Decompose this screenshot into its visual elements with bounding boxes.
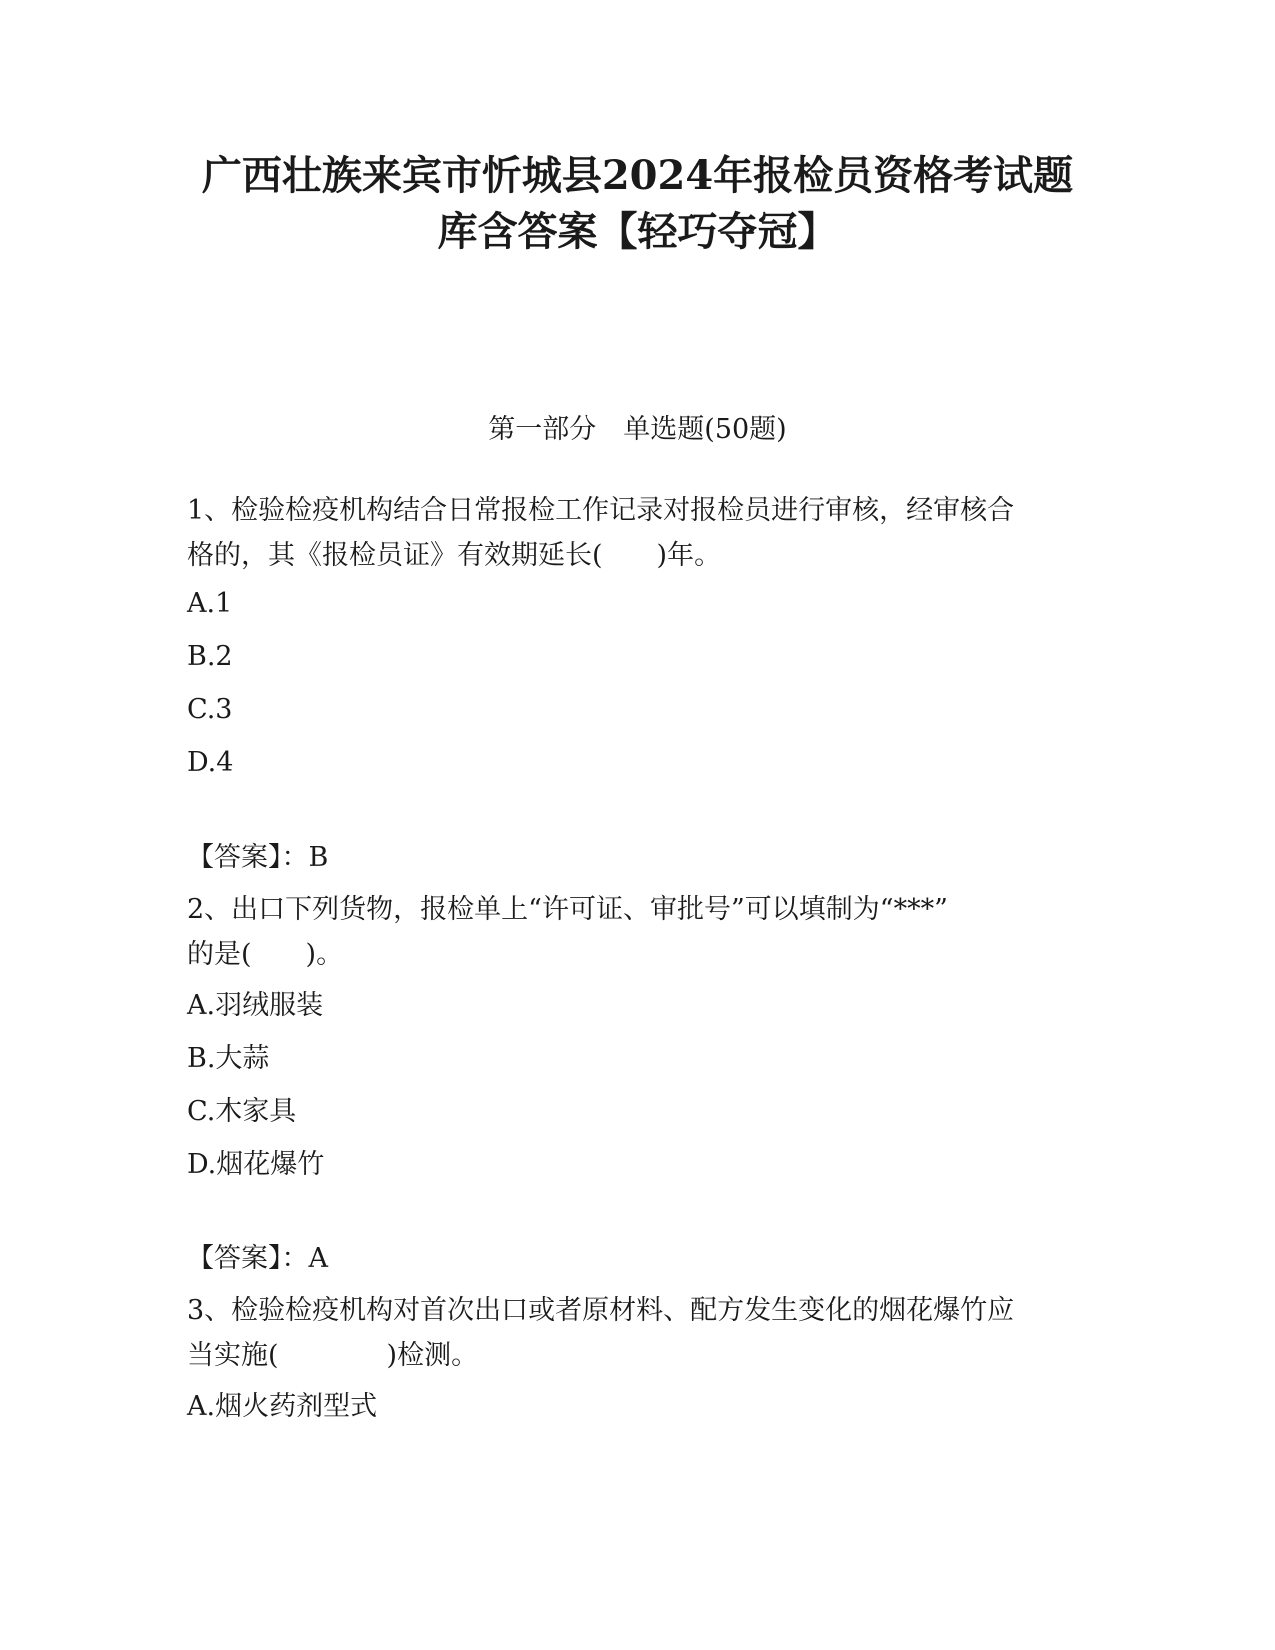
title-line-1: 广西壮族来宾市忻城县2024年报检员资格考试题 (201, 152, 1074, 199)
question-stem-line: 2、出口下列货物，报检单上“许可证、审批号”可以填制为“***” (187, 894, 948, 925)
question-2-option-d: D.烟花爆竹 (187, 1149, 325, 1180)
question-stem-line: 当实施( )检测。 (187, 1340, 479, 1371)
question-1-stem (187, 488, 1077, 578)
question-2-stem (187, 887, 1077, 977)
question-1-option-b: B.2 (187, 641, 233, 672)
title-line-2: 库含答案【轻巧夺冠】 (437, 208, 838, 255)
question-stem-line: 3、检验检疫机构对首次出口或者原材料、配方发生变化的烟花爆竹应 (187, 1295, 1015, 1326)
question-1-option-d: D.4 (187, 747, 234, 778)
question-2-option-c: C.木家具 (187, 1096, 297, 1127)
question-1-option-a: A.1 (187, 588, 233, 619)
question-stem-line: 格的，其《报检员证》有效期延长( )年。 (187, 540, 722, 571)
document-title (150, 148, 1125, 260)
question-1-answer: 【答案】：B (187, 842, 329, 873)
question-2-option-b: B.大蒜 (187, 1043, 270, 1074)
question-stem-line: 1、检验检疫机构结合日常报检工作记录对报检员进行审核，经审核合 (187, 495, 1015, 526)
question-3-option-a: A.烟火药剂型式 (187, 1391, 378, 1422)
question-3-stem (187, 1288, 1077, 1378)
question-stem-line: 的是( )。 (187, 939, 344, 970)
question-2-option-a: A.羽绒服装 (187, 990, 324, 1021)
section-heading: 第一部分 单选题(50题) (488, 414, 787, 445)
question-1-option-c: C.3 (187, 694, 233, 725)
question-2-answer: 【答案】：A (187, 1243, 328, 1274)
